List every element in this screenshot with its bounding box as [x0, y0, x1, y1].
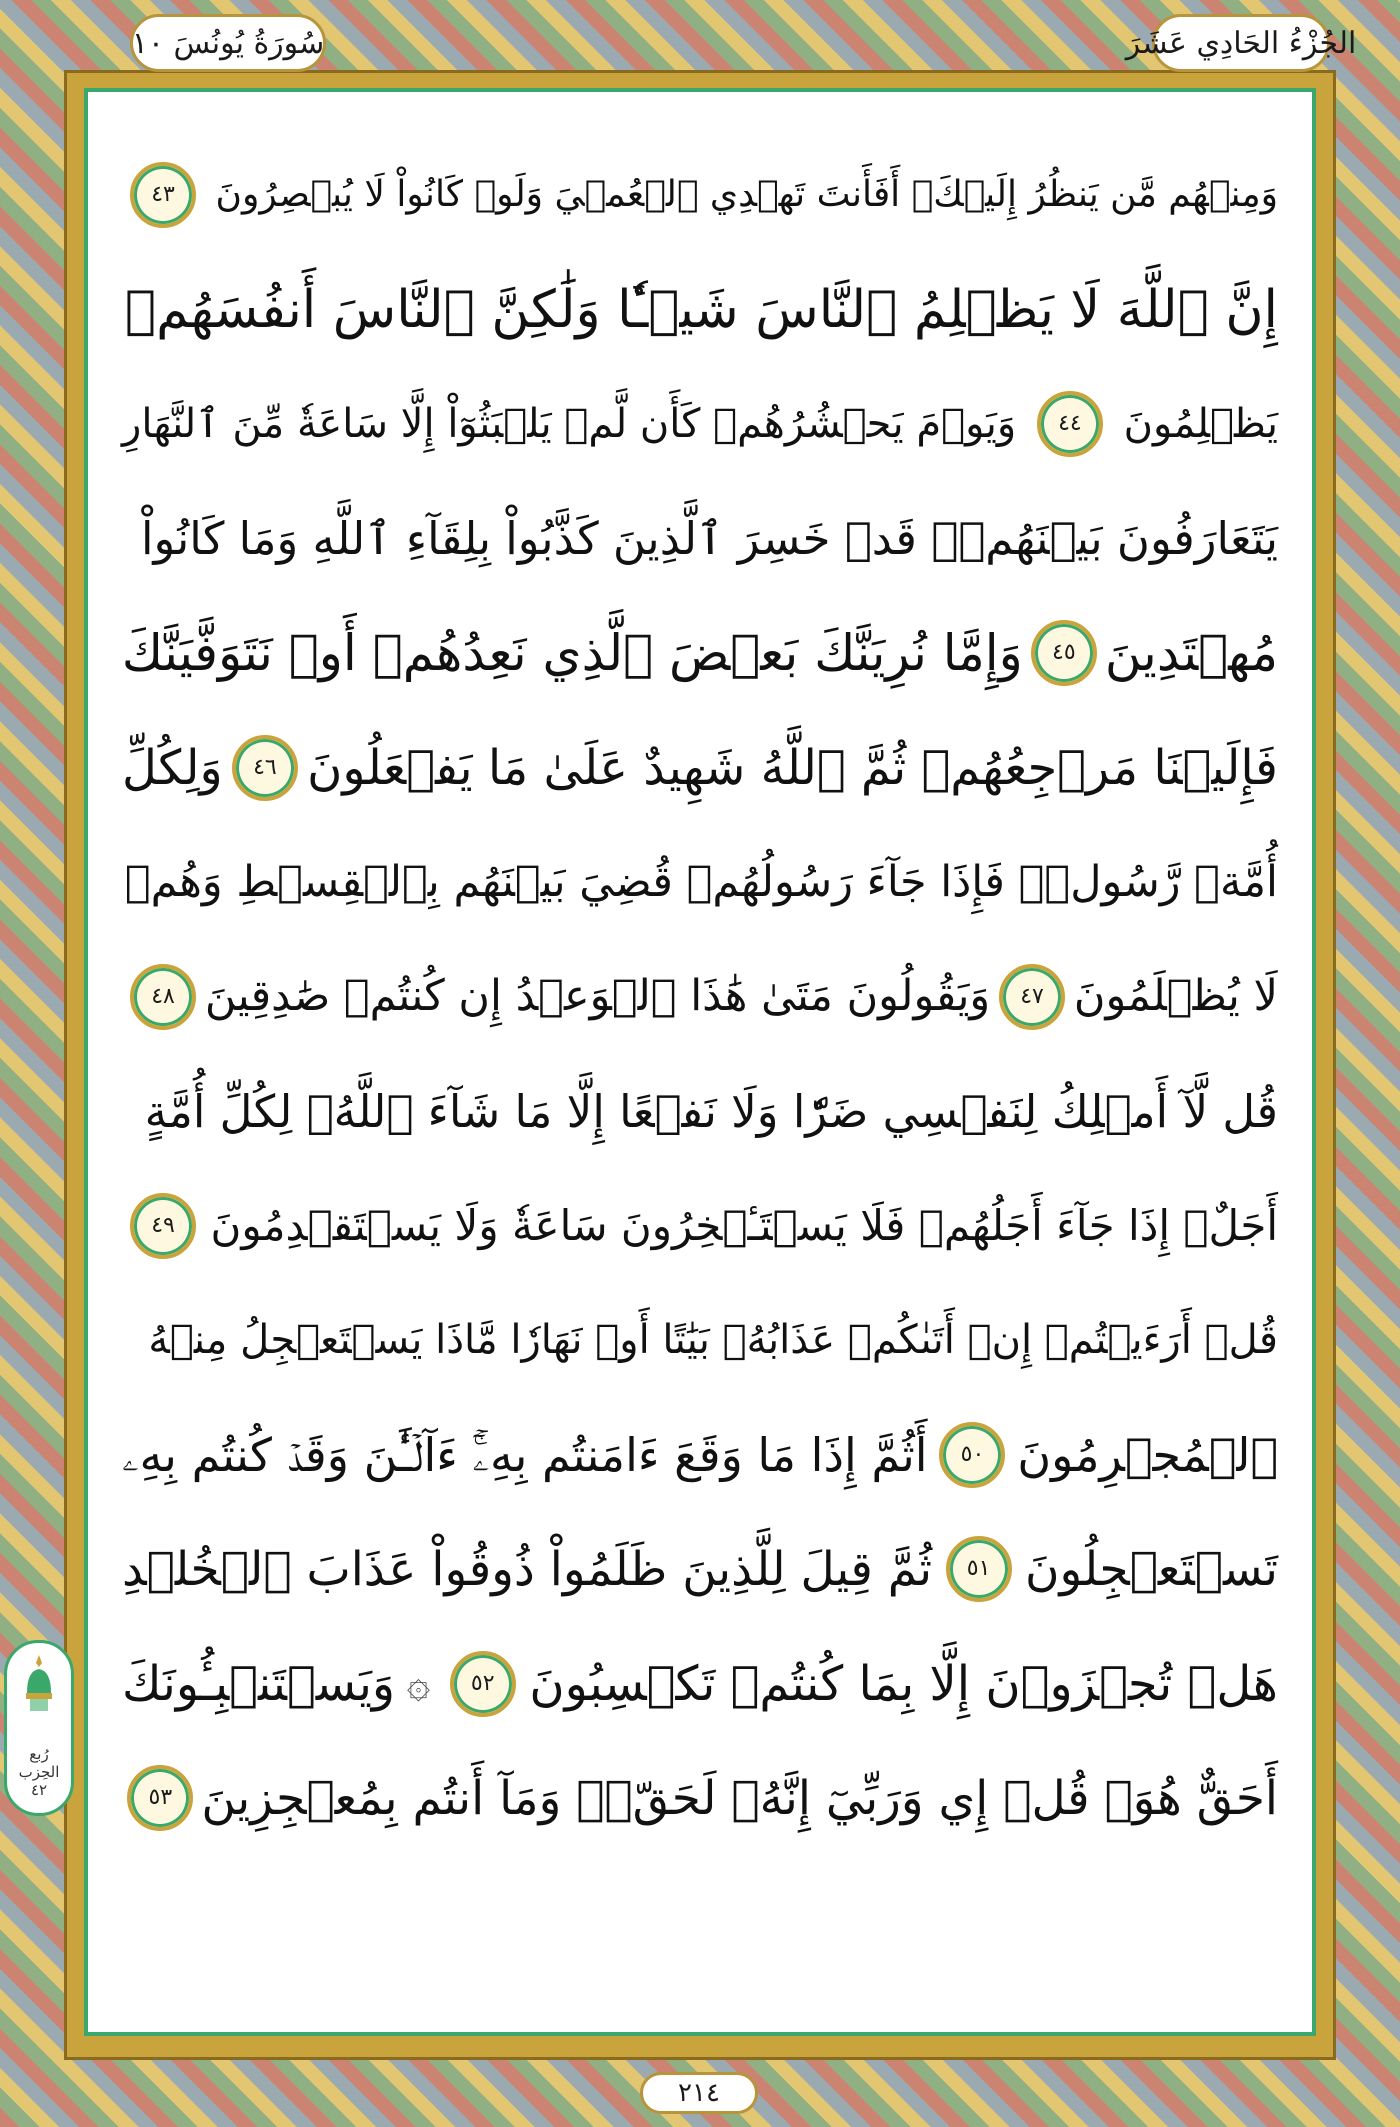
text-line [122, 1398, 1278, 1513]
verse-text: لَا يُظۡلَمُونَ [1073, 971, 1278, 1022]
rub-label: رُبع [29, 1745, 49, 1763]
text-line [122, 711, 1278, 826]
ayah-number-marker: ٤٨ [130, 964, 196, 1030]
ayah-number-marker: ٥٠ [939, 1422, 1005, 1488]
verse-text: أَحَقٌّ هُوَۖ قُلۡ إِي وَرَبِّيٓ إِنَّهُۥ لَحَقّٞۖ وَمَآ أَنتُم بِمُعۡجِزِينَ [201, 1770, 1278, 1826]
text-line [122, 253, 1278, 368]
text-line [122, 138, 1278, 253]
verse-text: وَإِمَّا نُرِيَنَّكَ بَعۡضَ ٱلَّذِي نَعِدُهُمۡ أَوۡ نَتَوَفَّيَنَّكَ [121, 624, 1023, 683]
verse-text: هَلۡ تُجۡزَوۡنَ إِلَّا بِمَا كُنتُمۡ تَكۡسِبُونَ [529, 1655, 1278, 1712]
verse-text: أُمَّةٖ رَّسُولٞۖ فَإِذَا جَآءَ رَسُولُهُمۡ قُضِيَ بَيۡنَهُم بِٱلۡقِسۡطِ وَهُمۡ [124, 856, 1278, 907]
verse-text: يَظۡلِمُونَ [1123, 401, 1278, 448]
text-line [122, 1054, 1278, 1169]
verse-text: يَتَعَارَفُونَ بَيۡنَهُمۡۚ قَدۡ خَسِرَ ٱلَّذِينَ كَذَّبُواْ بِلِقَآءِ ٱللَّهِ وَمَا كَانُواْ [140, 512, 1278, 566]
page-number [640, 2072, 758, 2114]
verse-text: وَلِكُلِّ [122, 739, 223, 796]
text-line [122, 1283, 1278, 1398]
verse-text: مُهۡتَدِينَ [1104, 624, 1278, 683]
verse-text: إِنَّ ٱللَّهَ لَا يَظۡلِمُ ٱلنَّاسَ شَيۡـٔٗا وَلَٰكِنَّ ٱلنَّاسَ أَنفُسَهُمۡ [124, 279, 1278, 340]
text-line [122, 1627, 1278, 1742]
surah-cartouche [130, 14, 326, 72]
ayah-number-marker: ٥١ [946, 1536, 1012, 1602]
ayah-number-marker: ٤٣ [130, 162, 196, 228]
surah-label: سُورَةُ يُونُسَ ١٠ [131, 25, 325, 61]
hizb-number: ٤٢ [30, 1781, 48, 1799]
juz-label: الجُزْءُ الحَادِي عَشَرَ [1125, 25, 1357, 61]
verse-text: ثُمَّ قِيلَ لِلَّذِينَ ظَلَمُواْ ذُوقُواْ عَذَابَ ٱلۡخُلۡدِ [122, 1541, 933, 1597]
verse-text: أَجَلٌۚ إِذَا جَآءَ أَجَلُهُمۡ فَلَا يَسۡتَـٔۡخِرُونَ سَاعَةٗ وَلَا يَسۡتَقۡدِمُونَ [210, 1200, 1278, 1250]
ayah-number-marker: ٤٤ [1037, 391, 1103, 457]
verse-text: أَثُمَّ إِذَا مَا وَقَعَ ءَامَنتُم بِهِۦٓۚ ءَآلۡـَٰٔنَ وَقَدۡ كُنتُم بِهِۦ [122, 1427, 928, 1482]
verse-text: تَسۡتَعۡجِلُونَ [1025, 1541, 1278, 1597]
verse-text: قُل لَّآ أَمۡلِكُ لِنَفۡسِي ضَرّٗا وَلَا نَفۡعًا إِلَّا مَا شَآءَ ٱللَّهُۗ لِكُلِّ أُمَّةٍ [144, 1084, 1278, 1138]
verse-text: ٱلۡمُجۡرِمُونَ [1017, 1427, 1278, 1482]
dome-icon [22, 1653, 56, 1713]
ayah-number-marker: ٤٧ [999, 964, 1065, 1030]
ayah-number-marker: ٤٩ [130, 1193, 196, 1259]
text-line [122, 825, 1278, 940]
verse-text: وَيَسۡتَنۢبِـُٔونَكَ [122, 1655, 396, 1712]
ayah-number-marker: ٤٥ [1031, 620, 1097, 686]
verse-text: قُلۡ أَرَءَيۡتُمۡ إِنۡ أَتَىٰكُمۡ عَذَابُهُۥ بَيَٰتًا أَوۡ نَهَارٗا مَّاذَا يَسۡتَعۡجِلُ مِنۡهُ [148, 1317, 1278, 1364]
text-line [122, 482, 1278, 597]
text-line [122, 1512, 1278, 1627]
rub-hizb-marker [4, 1640, 74, 1816]
hizb-star-icon: ۞ [406, 1660, 431, 1707]
verse-text: فَإِلَيۡنَا مَرۡجِعُهُمۡ ثُمَّ ٱللَّهُ شَهِيدٌ عَلَىٰ مَا يَفۡعَلُونَ [307, 739, 1278, 796]
juz-cartouche [1125, 14, 1357, 72]
verse-text: وَمِنۡهُم مَّن يَنظُرُ إِلَيۡكَۚ أَفَأَنتَ تَهۡدِي ٱلۡعُمۡيَ وَلَوۡ كَانُواْ لَا يُبۡصِرُونَ [215, 174, 1278, 216]
text-line [122, 367, 1278, 482]
page-number-text: ٢١٤ [678, 2078, 720, 2108]
quran-text-lines [122, 138, 1278, 1988]
hizb-label: الحِزب [18, 1763, 60, 1781]
text-line [122, 940, 1278, 1055]
ayah-number-marker: ٤٦ [232, 735, 298, 801]
text-line [122, 1741, 1278, 1856]
verse-text: وَيَقُولُونَ مَتَىٰ هَٰذَا ٱلۡوَعۡدُ إِن كُنتُمۡ صَٰدِقِينَ [204, 971, 991, 1022]
text-line [122, 1169, 1278, 1284]
text-line [122, 596, 1278, 711]
ayah-number-marker: ٥٢ [450, 1651, 516, 1717]
ayah-number-marker: ٥٣ [127, 1765, 193, 1831]
verse-text: وَيَوۡمَ يَحۡشُرُهُمۡ كَأَن لَّمۡ يَلۡبَثُوٓاْ إِلَّا سَاعَةٗ مِّنَ ٱلنَّهَارِ [122, 401, 1017, 448]
